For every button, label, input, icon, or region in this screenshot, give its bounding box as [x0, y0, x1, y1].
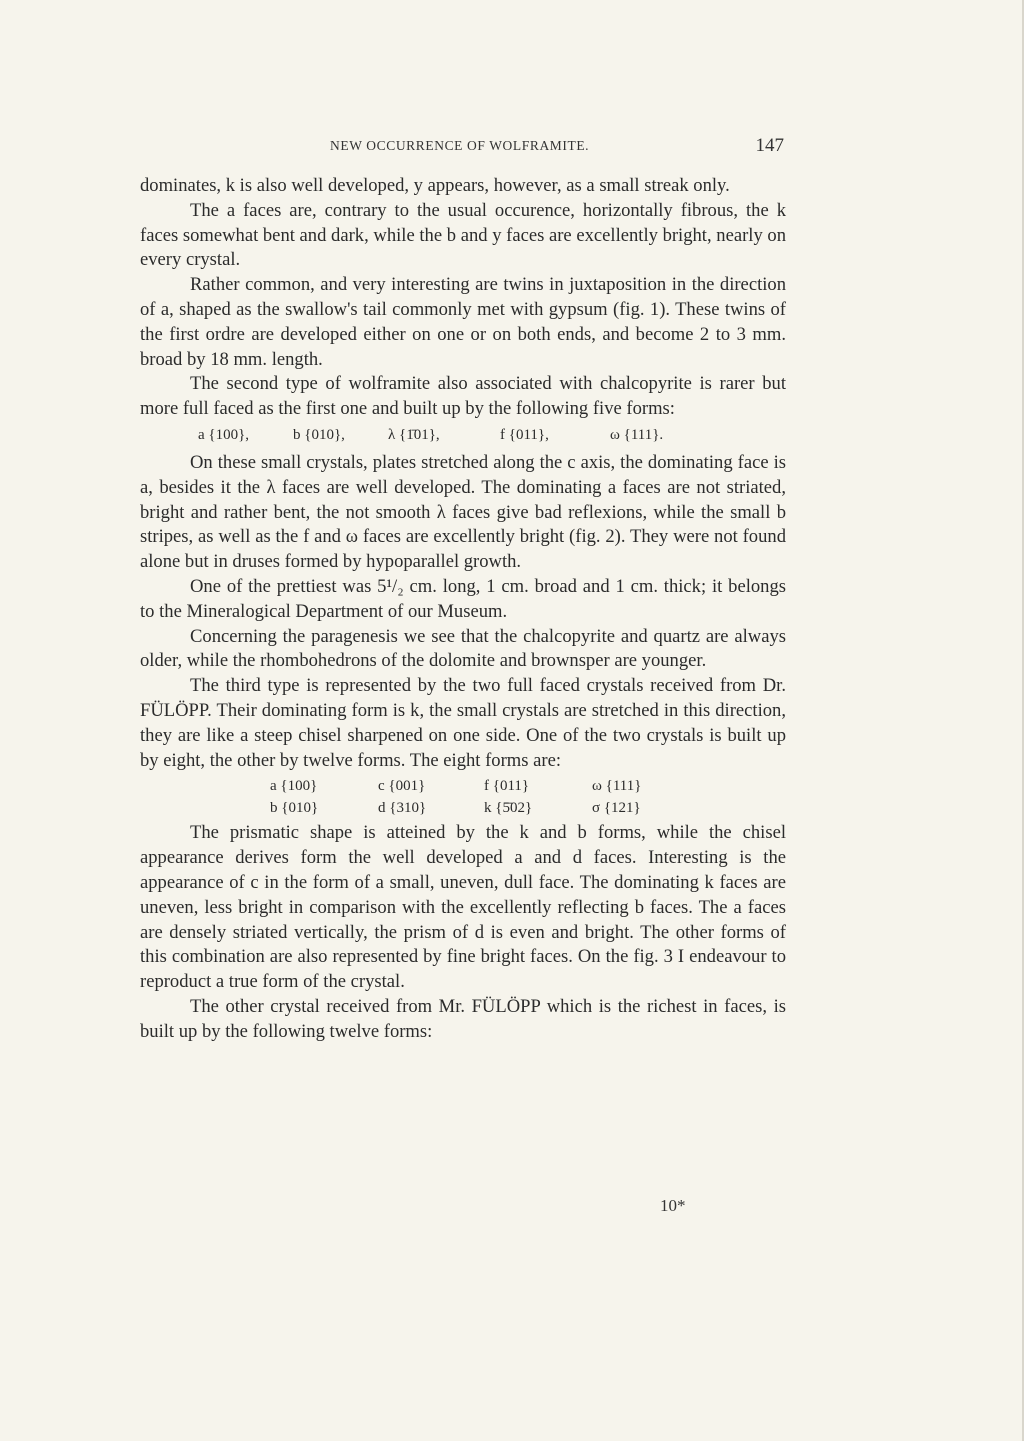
- paragraph: The other crystal received from Mr. FÜLÖPP which is the richest in faces, is built up by the following twelve forms:: [140, 995, 786, 1042]
- paragraph: The second type of wolframite also associated with chalcopyrite is rarer but more full faced as the first one and built up by the following five forms:: [140, 373, 786, 420]
- paragraph: The a faces are, contrary to the usual occurence, horizontally fibrous, the k faces somewhat bent and dark, while the b and y faces are excellently bright, nearly on every crystal.: [140, 199, 786, 271]
- crystal-form: c {001}: [378, 778, 426, 795]
- paragraph: The prismatic shape is atteined by the k and b forms, while the chisel appearance derives form the well developed a and d faces. Interesting is the appearance of c in the form of a small, uneven, dull face. The dominating k faces are uneven, less bright in comparison with the excellently reflecting b faces. The a faces are densely striated vertically, the prism of d is even and bright. The other forms of this combination are also represented by fine bright faces. On the fig. 3 I endeavour to reproduct a true form of the crystal.: [140, 822, 786, 993]
- crystal-form: d {310}: [378, 800, 427, 817]
- crystal-forms-table: [140, 775, 786, 819]
- paragraph: On these small crystals, plates stretched along the c axis, the dominating face is a, besides it the λ faces are well developed. The dominating a faces are not striated, bright and rather bent, the not smooth λ faces give bad reflexions, while the small b stripes, as well as the f and ω faces are excellently bright (fig. 2). They were not found alone but in druses formed by hypoparallel growth.: [140, 451, 786, 573]
- paragraph: Concerning the paragenesis we see that the chalcopyrite and quartz are always older, while the rhombohedrons of the dolomite and brownsper are younger.: [140, 625, 786, 672]
- signature-mark: 10*: [660, 1196, 686, 1215]
- paragraph: The third type is represented by the two full faced crystals received from Dr. FÜLÖPP. Their dominating form is k, the small crystals are stretched in this direction, they are like a steep chisel sharpened on one side. One of the two crystals is built up by eight, the other by twelve forms. The eight forms are:: [140, 675, 786, 771]
- paragraph: One of the prettiest was 5¹/₂ cm. long, 1 cm. broad and 1 cm. thick; it belongs to the Mineralogical Department of our Museum.: [140, 575, 786, 622]
- crystal-form: b {010}: [270, 800, 319, 817]
- crystal-form: k {5̄02}: [484, 800, 533, 817]
- crystal-form: λ {1̄01},: [388, 426, 440, 443]
- crystal-form: f {011}: [484, 778, 530, 795]
- paragraph: Rather common, and very interesting are twins in juxtaposition in the direction of a, shaped as the swallow's tail commonly met with gypsum (fig. 1). These twins of the first ordre are developed either on one or on both ends, and become 2 to 3 mm. broad by 18 mm. length.: [140, 274, 786, 370]
- crystal-form: b {010},: [293, 426, 345, 443]
- crystal-form: f {011},: [500, 426, 549, 443]
- crystal-form: a {100},: [198, 426, 250, 443]
- crystal-form: a {100}: [270, 778, 318, 795]
- crystal-form: ω {111}.: [610, 426, 664, 443]
- paragraph: dominates, k is also well developed, y appears, however, as a small streak only.: [140, 175, 730, 196]
- page-header: [140, 136, 786, 160]
- crystal-form: ω {111}: [592, 778, 642, 795]
- page-number: 147: [755, 135, 784, 156]
- body-text: [140, 174, 786, 1045]
- running-title: NEW OCCURRENCE OF WOLFRAMITE.: [330, 138, 590, 153]
- crystal-form: σ {121}: [592, 800, 641, 817]
- crystal-forms-list: [140, 423, 786, 447]
